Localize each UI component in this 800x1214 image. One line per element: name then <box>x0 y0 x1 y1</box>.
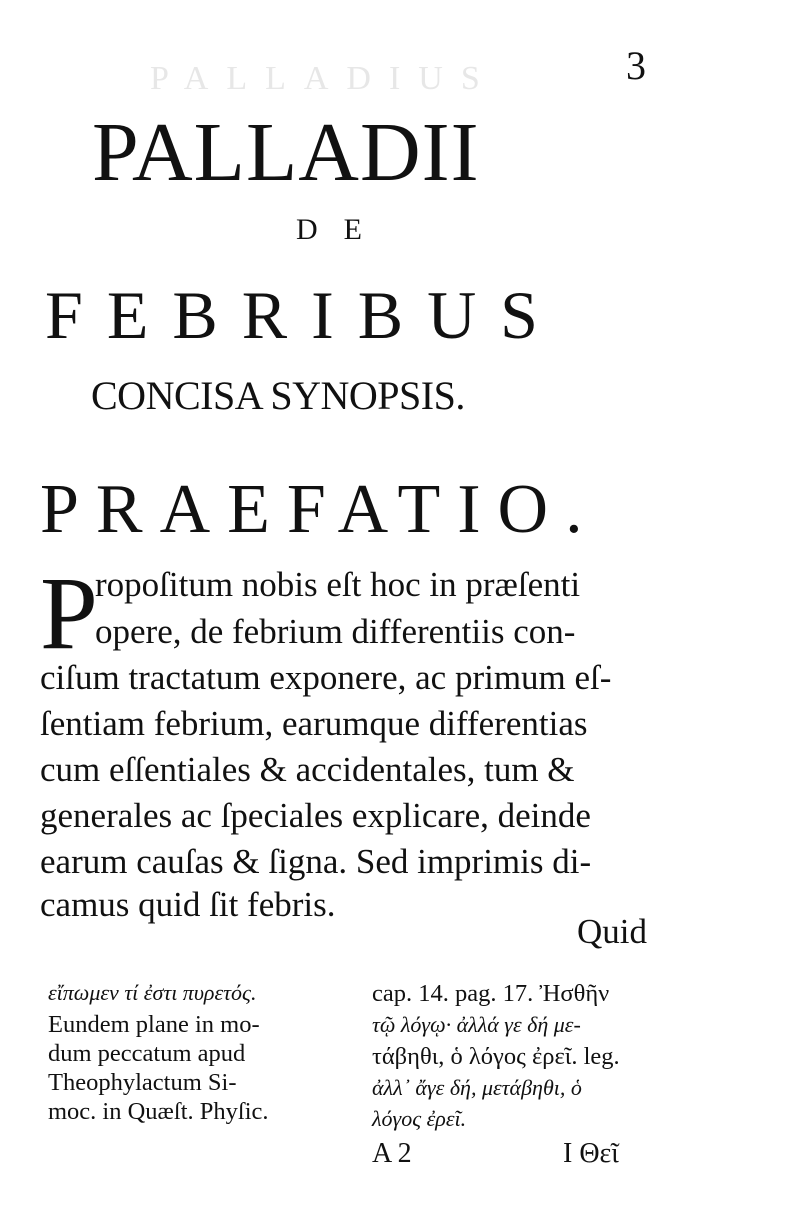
footnote-line: Eundem plane in mo- <box>48 1011 260 1038</box>
title-author: PALLADII <box>92 106 480 199</box>
footnote-line: λόγος ἐρεῖ. <box>372 1106 467 1131</box>
body-line: earum cauſas & ſigna. Sed imprimis di- <box>40 842 592 881</box>
title-subtitle: CONCISA SYNOPSIS. <box>91 373 465 418</box>
body-line: ciſum tractatum exponere, ac primum eſ- <box>40 658 612 697</box>
footnote-line: εἴπωμεν τί ἐστι πυρετός. <box>48 980 257 1005</box>
footnote-line: Theophylactum Si- <box>48 1069 237 1096</box>
body-line: ropoſitum nobis eſt hoc in præſenti <box>95 565 581 604</box>
footnote-line: cap. 14. pag. 17. Ἠσθῆν <box>372 980 610 1007</box>
signature-mark: A 2 <box>372 1138 412 1169</box>
footnote-line: ἀλλ᾽ ἄγε δή, μετάβηθι, ὁ <box>372 1075 582 1100</box>
page-number: 3 <box>626 43 646 88</box>
title-preposition: DE <box>296 213 388 246</box>
footnote-line: τάβηθι, ὁ λόγος ἐρεῖ. leg. <box>372 1043 620 1070</box>
show-through-text: PALLADIUS <box>150 60 498 97</box>
body-line: camus quid ſit febris. <box>40 885 336 924</box>
body-line: ſentiam febrium, earumque differentias <box>40 704 588 743</box>
catchword: Quid <box>577 912 647 951</box>
body-line: cum eſſentiales & accidentales, tum & <box>40 750 575 789</box>
body-line: opere, de febrium differentiis con- <box>95 612 576 651</box>
footnote-line: τῷ λόγῳ· ἀλλά γε δή με- <box>372 1012 581 1037</box>
body-line: generales ac ſpeciales explicare, deinde <box>40 796 591 835</box>
drop-cap: P <box>40 556 98 671</box>
section-heading: PRAEFATIO. <box>40 471 600 548</box>
footnote-line: moc. in Quæſt. Phyſic. <box>48 1098 269 1125</box>
footnote-line: dum peccatum apud <box>48 1040 246 1067</box>
footer-catchword: I Θεῖ <box>563 1138 619 1169</box>
title-subject: FEBRIBUS <box>45 277 562 353</box>
